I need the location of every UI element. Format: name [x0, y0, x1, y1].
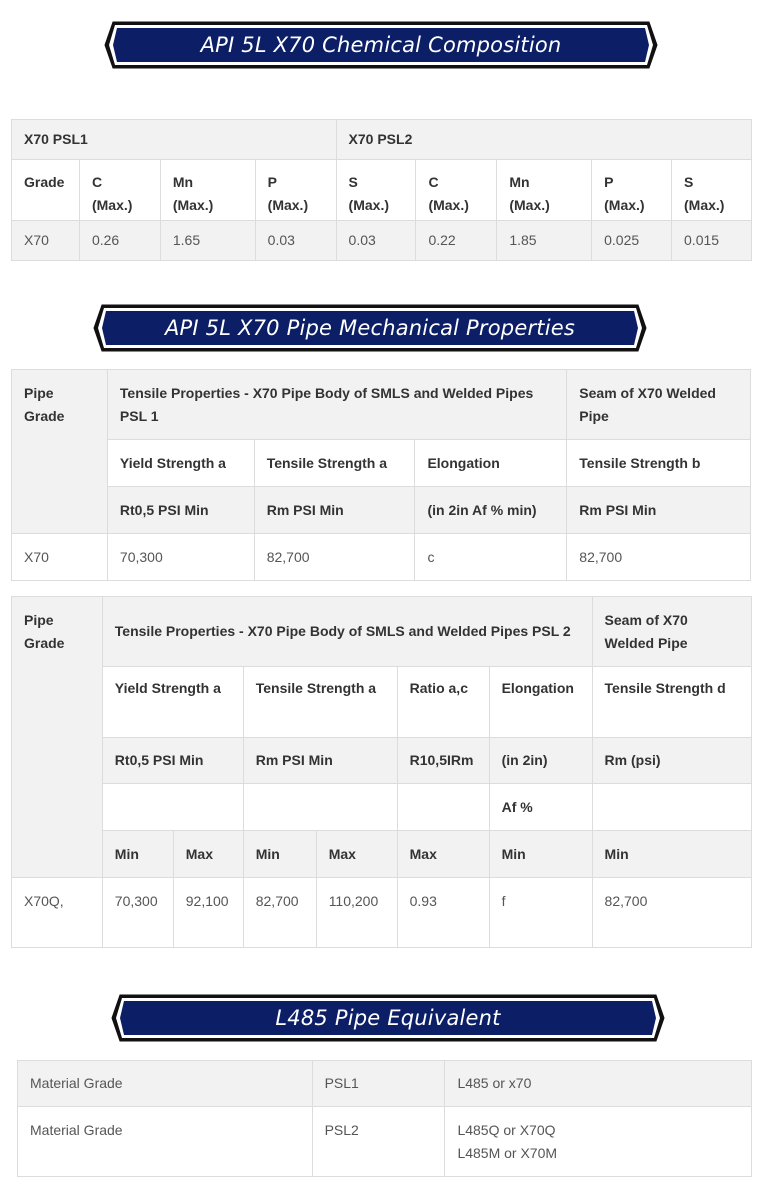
chem-h-mn2: Mn (Max.) — [497, 160, 592, 221]
chem-cell: 0.03 — [336, 221, 416, 261]
equiv-grades: L485 or x70 — [445, 1061, 752, 1107]
mech2-seam-header: Seam of X70 Welded Pipe — [592, 597, 751, 667]
chem-cell: 1.65 — [160, 221, 255, 261]
mech1-sub: Tensile Strength b — [567, 440, 751, 487]
mech2-sub: Ratio a,c — [397, 667, 489, 738]
mech2-cell: 82,700 — [592, 878, 751, 948]
mech2-unit: R10,5IRm — [397, 738, 489, 784]
equiv-psl: PSL2 — [312, 1107, 445, 1177]
equiv-label: Material Grade — [18, 1061, 313, 1107]
empty-cell — [243, 784, 397, 831]
mech1-unit: Rm PSI Min — [567, 487, 751, 534]
equiv-grades — [445, 1107, 752, 1177]
chem-h-p2: P (Max.) — [592, 160, 672, 221]
mech1-unit: Rt0,5 PSI Min — [107, 487, 254, 534]
mech2-unit: Rm PSI Min — [243, 738, 397, 784]
chem-h-grade: Grade — [12, 160, 80, 221]
mech2-sub-row — [12, 667, 752, 738]
mech2-cell: 0.93 — [397, 878, 489, 948]
chem-cell: 1.85 — [497, 221, 592, 261]
mech2-unit-row — [12, 738, 752, 784]
mech1-unit: Rm PSI Min — [254, 487, 415, 534]
mech2-cell: X70Q, — [12, 878, 103, 948]
mech1-cell: 70,300 — [107, 534, 254, 581]
chem-h-p1: P (Max.) — [255, 160, 336, 221]
mech2-minmax: Min — [102, 831, 173, 878]
mech1-sub: Yield Strength a — [107, 440, 254, 487]
mech2-minmax: Min — [489, 831, 592, 878]
mech2-minmax: Max — [316, 831, 397, 878]
equiv-banner-title: L485 Pipe Equivalent — [275, 1006, 501, 1030]
mech2-minmax: Min — [592, 831, 751, 878]
chem-cell: 0.26 — [79, 221, 160, 261]
chem-table — [11, 119, 752, 261]
mech2-cell: 92,100 — [173, 878, 243, 948]
mech1-cell: 82,700 — [567, 534, 751, 581]
table-row — [12, 221, 752, 261]
mech1-unit-row — [12, 487, 751, 534]
mech2-sub: Yield Strength a — [102, 667, 243, 738]
mech1-unit: (in 2in Af % min) — [415, 487, 567, 534]
table-row — [12, 878, 752, 948]
chem-psl-row — [12, 120, 752, 160]
chem-psl2-header: X70 PSL2 — [336, 120, 751, 160]
chem-cell: 0.22 — [416, 221, 497, 261]
chem-h-s1: S (Max.) — [336, 160, 416, 221]
mech2-cell: 70,300 — [102, 878, 173, 948]
mech2-minmax: Max — [397, 831, 489, 878]
chem-h-mn1: Mn (Max.) — [160, 160, 255, 221]
mech2-sub: Tensile Strength a — [243, 667, 397, 738]
mech1-cell: X70 — [12, 534, 108, 581]
mech2-sub: Elongation — [489, 667, 592, 738]
mech1-sub: Tensile Strength a — [254, 440, 415, 487]
mech-banner — [93, 304, 647, 352]
mech1-cell: c — [415, 534, 567, 581]
mech1-tensile-header: Tensile Properties - X70 Pipe Body of SMLS and Welded Pipes PSL 1 — [107, 370, 566, 440]
table-row — [12, 534, 751, 581]
chem-h-c1: C (Max.) — [79, 160, 160, 221]
equiv-table — [17, 1060, 752, 1177]
mech2-minmax: Max — [173, 831, 243, 878]
mech2-minmax-row — [12, 831, 752, 878]
mech2-unit: Rt0,5 PSI Min — [102, 738, 243, 784]
mech2-tensile-header: Tensile Properties - X70 Pipe Body of SMLS and Welded Pipes PSL 2 — [102, 597, 592, 667]
mech2-header-row — [12, 597, 752, 667]
equiv-grade-line: L485M or X70M — [457, 1145, 558, 1161]
equiv-grade-line: L485Q or X70Q — [457, 1122, 556, 1138]
equiv-psl: PSL1 — [312, 1061, 445, 1107]
mech-banner-title: API 5L X70 Pipe Mechanical Properties — [164, 316, 576, 340]
mech-psl1-table — [11, 369, 751, 581]
mech2-unit: (in 2in) — [489, 738, 592, 784]
chem-banner-title: API 5L X70 Chemical Composition — [200, 33, 562, 57]
mech1-cell: 82,700 — [254, 534, 415, 581]
chem-cell: X70 — [12, 221, 80, 261]
chem-element-row — [12, 160, 752, 221]
mech2-cell: 82,700 — [243, 878, 316, 948]
mech1-header-row — [12, 370, 751, 440]
equiv-banner — [111, 994, 665, 1042]
mech2-grade-header: Pipe Grade — [12, 597, 103, 878]
empty-cell — [592, 784, 751, 831]
mech2-unit: Rm (psi) — [592, 738, 751, 784]
mech2-minmax: Min — [243, 831, 316, 878]
mech2-cell: 110,200 — [316, 878, 397, 948]
chem-banner — [104, 21, 658, 69]
empty-cell — [102, 784, 243, 831]
mech2-af-row — [12, 784, 752, 831]
chem-cell: 0.03 — [255, 221, 336, 261]
chem-cell: 0.025 — [592, 221, 672, 261]
table-row — [18, 1107, 752, 1177]
mech1-sub-row — [12, 440, 751, 487]
chem-h-c2: C (Max.) — [416, 160, 497, 221]
chem-psl1-header: X70 PSL1 — [12, 120, 337, 160]
empty-cell — [397, 784, 489, 831]
mech-psl2-table — [11, 596, 752, 948]
chem-h-s2: S (Max.) — [672, 160, 752, 221]
mech2-cell: f — [489, 878, 592, 948]
table-row — [18, 1061, 752, 1107]
equiv-label: Material Grade — [18, 1107, 313, 1177]
mech1-seam-header: Seam of X70 Welded Pipe — [567, 370, 751, 440]
chem-cell: 0.015 — [672, 221, 752, 261]
mech2-sub: Tensile Strength d — [592, 667, 751, 738]
mech1-grade-header: Pipe Grade — [12, 370, 108, 534]
mech1-sub: Elongation — [415, 440, 567, 487]
mech2-af: Af % — [489, 784, 592, 831]
